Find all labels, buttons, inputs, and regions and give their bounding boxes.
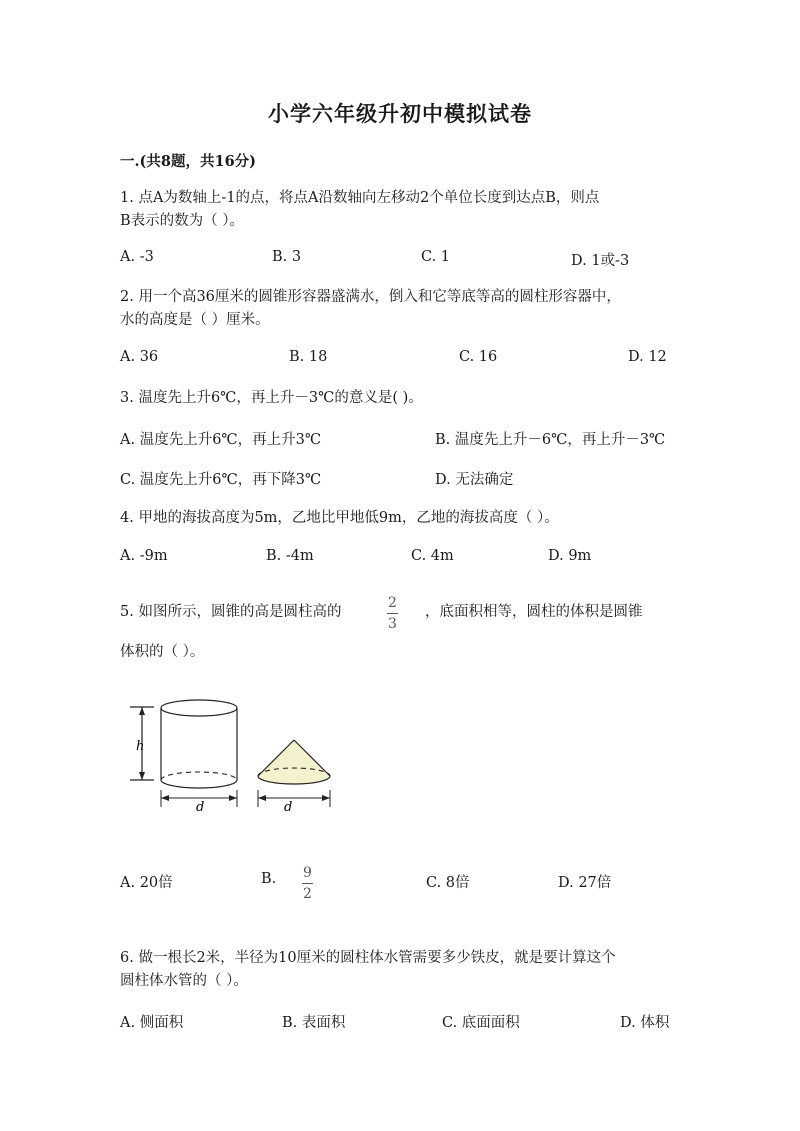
q1-option-d[interactable]: D. 1或-3 [571,253,630,269]
cone-d-arrow-right-icon [322,795,330,801]
q5-option-b-numerator: 9 [303,865,312,881]
question-3 [120,387,680,410]
cone-d-label: d [284,800,293,815]
height-label: h [136,739,145,754]
q5-option-b-denominator: 2 [303,886,312,902]
q5-fraction [387,595,398,632]
cylinder-top-ellipse [161,700,237,716]
question-2-line-2: 水的高度是（ ）厘米。 [120,312,270,328]
question-6-line-1: 6. 做一根长2米，半径为10厘米的圆柱体水管需要多少铁皮，就是要计算这个 [120,950,616,966]
q1-option-c[interactable]: C. 1 [421,249,451,265]
question-1-line-2: B表示的数为（ ）。 [120,213,245,229]
question-1 [120,187,680,233]
q3-option-b[interactable]: B. 温度先上升－6℃，再上升－3℃ [435,432,666,448]
q2-option-a[interactable]: A. 36 [120,349,159,365]
q3-option-a[interactable]: A. 温度先上升6℃，再上升3℃ [120,432,322,448]
q6-option-d[interactable]: D. 体积 [620,1015,670,1031]
q3-option-c[interactable]: C. 温度先上升6℃，再下降3℃ [120,472,322,488]
exam-title: 小学六年级升初中模拟试卷 [268,101,532,126]
cone-d-arrow-left-icon [258,795,266,801]
cylinder-d-arrow-right-icon [229,795,237,801]
section-heading: 一.(共8题，共16分) [120,153,257,170]
height-arrow-up-icon [139,707,145,715]
q5-option-d[interactable]: D. 27倍 [558,875,612,891]
q1-option-a[interactable]: A. -3 [120,249,154,265]
question-6 [120,947,680,993]
q5-option-b-fraction [302,865,313,902]
cylinder-bottom-back [161,772,237,780]
q4-option-b[interactable]: B. -4m [266,548,314,564]
q1-option-b[interactable]: B. 3 [272,249,302,265]
question-2 [120,286,680,332]
q2-option-c[interactable]: C. 16 [459,349,498,365]
q6-option-b[interactable]: B. 表面积 [282,1015,346,1031]
question-4 [120,507,680,530]
cone-fill [258,740,330,784]
q2-option-b[interactable]: B. 18 [289,349,328,365]
q4-option-c[interactable]: C. 4m [411,548,454,564]
cylinder-cone-figure [120,692,345,817]
cylinder-d-label: d [196,800,205,815]
question-1-line-1: 1. 点A为数轴上-1的点，将点A沿数轴向左移动2个单位长度到达点B，则点 [120,190,600,206]
q6-option-c[interactable]: C. 底面面积 [442,1015,520,1031]
q5-option-c[interactable]: C. 8倍 [426,875,470,891]
question-3-line-1: 3. 温度先上升6℃，再上升－3℃的意义是( )。 [120,390,423,406]
q5-option-a[interactable]: A. 20倍 [120,875,173,891]
q4-option-d[interactable]: D. 9m [548,548,592,564]
question-4-line-1: 4. 甲地的海拔高度为5m，乙地比甲地低9m，乙地的海拔高度（ ）。 [120,510,559,526]
question-2-line-1: 2. 用一个高36厘米的圆锥形容器盛满水，倒入和它等底等高的圆柱形容器中， [120,289,621,305]
question-6-line-2: 圆柱体水管的（ ）。 [120,973,248,989]
question-5-prefix: 5. 如图所示，圆锥的高是圆柱高的 [120,604,342,620]
question-5-line-2: 体积的（ ）。 [120,644,205,660]
q5-fraction-numerator: 2 [388,595,397,611]
fraction-bar [387,613,398,614]
question-5-suffix: ，底面积相等，圆柱的体积是圆锥 [425,604,643,620]
q5-fraction-denominator: 3 [388,616,397,632]
q2-option-d[interactable]: D. 12 [628,349,667,365]
q4-option-a[interactable]: A. -9m [120,548,168,564]
cylinder-d-arrow-left-icon [161,795,169,801]
height-arrow-down-icon [139,772,145,780]
cylinder-bottom-front [161,780,237,788]
fraction-bar [302,883,313,884]
q6-option-a[interactable]: A. 侧面积 [120,1015,184,1031]
q3-option-d[interactable]: D. 无法确定 [435,472,514,488]
q5-option-b[interactable]: B. [261,871,277,887]
